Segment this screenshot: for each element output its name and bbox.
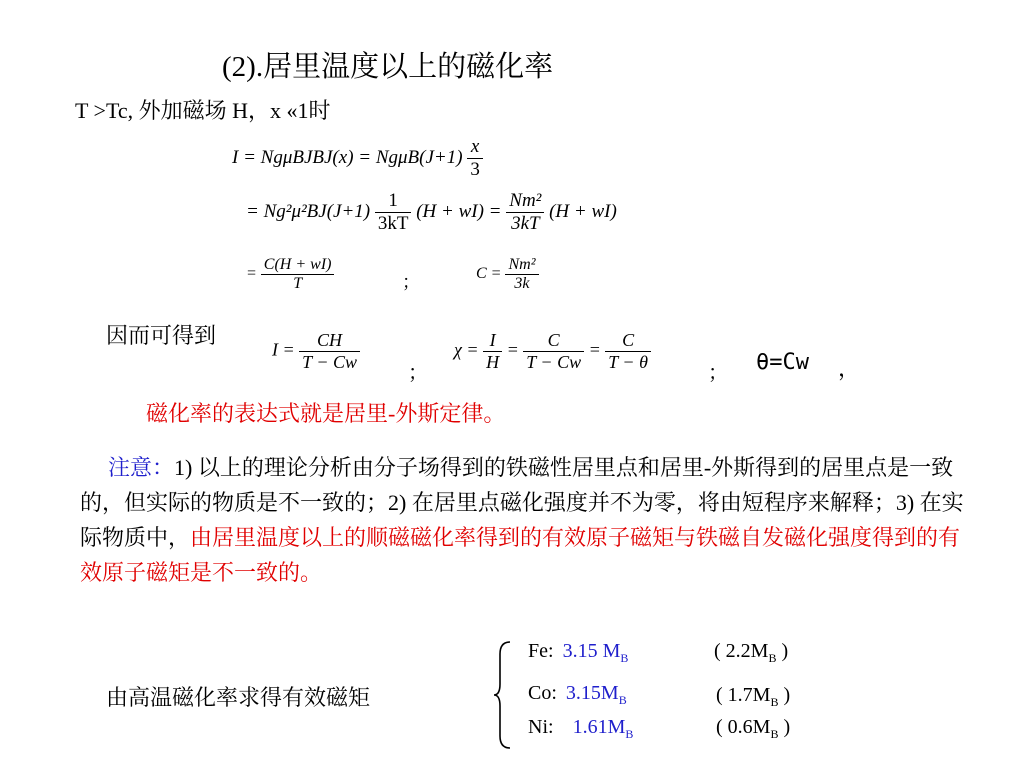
ferro-close: ) bbox=[778, 716, 791, 738]
para-moment-value: 3.15M bbox=[565, 682, 619, 704]
equation-line-1 bbox=[232, 136, 483, 181]
chi-frac1-num: I bbox=[483, 330, 502, 352]
i-fraction bbox=[299, 330, 360, 373]
chi-fraction-1 bbox=[483, 330, 502, 373]
para-moment-sub: B bbox=[618, 693, 627, 707]
eq3-semicolon: ； bbox=[402, 272, 420, 292]
chi-frac2-den: T − Cw bbox=[526, 352, 582, 372]
para-moment-value: 3.15 M bbox=[562, 640, 621, 662]
left-brace-icon bbox=[492, 640, 514, 750]
eq2-prefix: = Ng²μ²BJ(J+1) bbox=[246, 200, 371, 222]
para-moment-sub: B bbox=[620, 651, 629, 665]
sep-semicolon-2: ； bbox=[708, 362, 728, 384]
note-text: 1) 以上的理论分析由分子场得到的铁磁性居里点和居里-外斯得到的居里点是一致的，但实际的物质是不一致的；2) 在居里点磁化强度并不为零，将由短程序来解释；3) 在实际物质中， bbox=[80, 455, 964, 550]
i-frac-den: T − Cw bbox=[302, 352, 357, 372]
note-paragraph bbox=[80, 450, 965, 590]
chi-frac3-den: T − θ bbox=[608, 352, 648, 372]
chi-fraction-2 bbox=[523, 330, 584, 373]
chi-frac2-num: C bbox=[523, 330, 584, 352]
eq1-fraction bbox=[467, 136, 483, 181]
eq3-fraction bbox=[261, 256, 335, 293]
eq2-fraction-2 bbox=[506, 190, 544, 235]
i-frac-num: CH bbox=[299, 330, 360, 352]
curie-weiss-law: 磁化率的表达式就是居里-外斯定律。 bbox=[146, 401, 506, 426]
moment-row-co bbox=[528, 682, 627, 708]
eq1-frac-den: 3 bbox=[470, 159, 480, 180]
ferro-moment-ni bbox=[716, 716, 790, 742]
ferro-moment-sub: B bbox=[768, 651, 777, 665]
ferro-moment-sub: B bbox=[770, 695, 779, 709]
chi-frac1-den: H bbox=[486, 352, 500, 372]
para-moment-value: 1.61M bbox=[572, 716, 626, 738]
eq2-suffix: (H + wI) bbox=[549, 200, 617, 222]
ferro-moment-sub: B bbox=[770, 727, 779, 741]
eq2-mid: (H + wI) = bbox=[416, 200, 502, 222]
ferro-moment-co bbox=[716, 684, 790, 710]
moment-row-fe bbox=[528, 640, 628, 666]
ferro-moment-fe bbox=[714, 640, 788, 666]
moments-label: 由高温磁化率求得有效磁矩 bbox=[106, 685, 371, 710]
equation-line-2 bbox=[246, 190, 617, 235]
eq2-frac2-den: 3kT bbox=[511, 213, 540, 234]
ferro-moment-value: ( 2.2M bbox=[714, 640, 769, 662]
c-definition bbox=[476, 256, 539, 293]
c-lhs: C = bbox=[476, 265, 502, 283]
element-label: Fe: bbox=[528, 640, 554, 662]
eq2-fraction-1 bbox=[375, 190, 412, 235]
therefore-label: 因而可得到 bbox=[106, 323, 217, 348]
ferro-close: ) bbox=[778, 684, 791, 706]
eq3-frac-den: T bbox=[293, 275, 303, 292]
ferro-close: ) bbox=[776, 640, 789, 662]
eq3-eq-sign: = bbox=[246, 265, 257, 283]
eq2-frac1-den: 3kT bbox=[377, 213, 409, 234]
note-label: 注意： bbox=[108, 455, 175, 480]
eq2-frac2-num: Nm² bbox=[506, 190, 544, 213]
magnetization-equation bbox=[272, 330, 360, 373]
theta-definition: θ=Cw bbox=[756, 350, 809, 375]
eq3-frac-num: C(H + wI) bbox=[261, 256, 335, 275]
condition-text: T >Tc, 外加磁场 H，x «1时 bbox=[75, 98, 331, 123]
chi-fraction-3 bbox=[605, 330, 651, 373]
chi-frac3-num: C bbox=[605, 330, 651, 352]
chi-eq-2: = bbox=[506, 339, 519, 360]
ferro-moment-value: ( 0.6M bbox=[716, 716, 771, 738]
equation-line-3 bbox=[246, 256, 334, 293]
chi-lhs: χ = bbox=[454, 339, 479, 360]
eq1-frac-num: x bbox=[467, 136, 483, 159]
c-frac-den: 3k bbox=[514, 275, 530, 292]
eq2-frac1-num: 1 bbox=[375, 190, 412, 213]
c-frac-num: Nm² bbox=[505, 256, 538, 275]
page-title: (2).居里温度以上的磁化率 bbox=[222, 51, 554, 83]
trailing-comma: ， bbox=[838, 356, 861, 381]
eq1-lhs: I = NgμBJBJ(x) = NgμB(J+1) bbox=[232, 146, 463, 168]
i-lhs: I = bbox=[272, 339, 295, 360]
sep-semicolon-1: ； bbox=[408, 362, 428, 384]
chi-eq-3: = bbox=[588, 339, 601, 360]
element-label: Ni: bbox=[528, 716, 554, 738]
note-highlight: 由居里温度以上的顺磁磁化率得到的有效原子磁矩与铁磁自发磁化强度得到的有效原子磁矩是不一致的。 bbox=[80, 525, 961, 585]
ferro-moment-value: ( 1.7M bbox=[716, 684, 771, 706]
element-label: Co: bbox=[528, 682, 557, 704]
susceptibility-equation bbox=[454, 330, 651, 373]
moment-row-ni bbox=[528, 716, 633, 742]
c-fraction bbox=[505, 256, 538, 293]
para-moment-sub: B bbox=[625, 727, 634, 741]
